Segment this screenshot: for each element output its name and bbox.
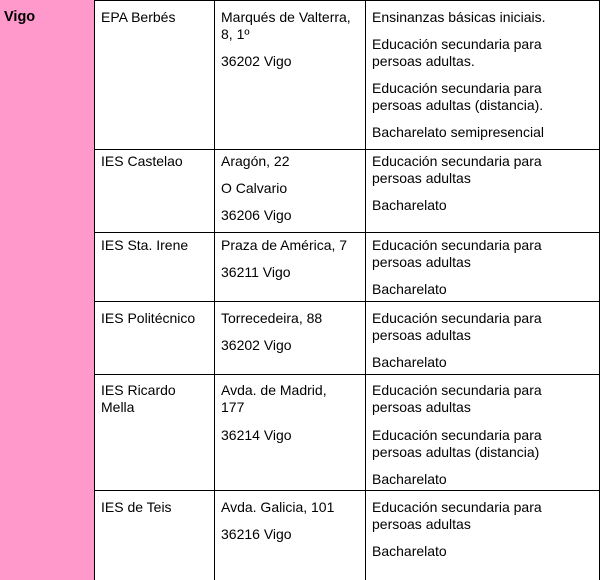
address-line: Avda. de Madrid, 177	[221, 382, 327, 415]
program-item: Educación secundaria para persoas adultas	[372, 310, 542, 343]
address-cell	[215, 233, 366, 301]
program-item: Educación secundaria para persoas adultas	[372, 499, 542, 532]
address-line: Praza de América, 7	[221, 237, 348, 253]
school-cell	[95, 150, 215, 232]
program-item: Bacharelato	[372, 471, 447, 487]
school-name: IES Sta. Irene	[101, 237, 189, 253]
school-cell	[95, 302, 215, 374]
address-line: 36202 Vigo	[221, 53, 292, 69]
address-cell	[215, 0, 366, 149]
address-cell	[215, 302, 366, 374]
table-row	[95, 149, 600, 232]
school-cell	[95, 233, 215, 301]
city-cell	[0, 0, 95, 580]
address-line: 36206 Vigo	[221, 207, 292, 223]
program-item: Ensinanzas básicas iniciais.	[372, 9, 546, 25]
program-item: Bacharelato	[372, 354, 447, 370]
address-cell	[215, 491, 366, 580]
programs-cell	[366, 491, 600, 580]
address-line: Torrecedeira, 88	[221, 310, 323, 326]
address-line: Avda. Galicia, 101	[221, 499, 335, 515]
table-row	[95, 232, 600, 301]
school-name: IES Castelao	[101, 153, 183, 169]
address-line: O Calvario	[221, 180, 288, 196]
program-item: Educación secundaria para persoas adultas	[372, 237, 542, 270]
school-cell	[95, 491, 215, 580]
program-item: Bacharelato	[372, 543, 447, 559]
address-line: 36202 Vigo	[221, 337, 292, 353]
programs-cell	[366, 0, 600, 149]
program-item: Educación secundaria para persoas adultas	[372, 382, 542, 415]
table-row	[95, 0, 600, 149]
table-row	[95, 374, 600, 490]
address-cell	[215, 150, 366, 232]
school-name: IES de Teis	[101, 499, 172, 515]
city-label: Vigo	[4, 9, 36, 25]
address-line: 36211 Vigo	[221, 264, 291, 280]
school-name: EPA Berbés	[101, 9, 176, 25]
table-row	[95, 490, 600, 580]
table-row	[95, 301, 600, 374]
program-item: Bacharelato	[372, 197, 447, 213]
school-cell	[95, 375, 215, 490]
school-name: IES Politécnico	[101, 310, 196, 326]
address-line: Marqués de Valterra, 8, 1º	[221, 9, 351, 42]
program-item: Educación secundaria para persoas adultas.	[372, 36, 542, 69]
program-item: Educación secundaria para persoas adultas	[372, 153, 542, 186]
program-item: Bacharelato	[372, 281, 447, 297]
address-line: Aragón, 22	[221, 153, 290, 169]
program-item: Educación secundaria para persoas adultas (distancia)	[372, 427, 542, 460]
programs-cell	[366, 233, 600, 301]
program-item: Bacharelato semipresencial	[372, 124, 544, 140]
school-name: IES Ricardo Mella	[101, 382, 176, 415]
address-cell	[215, 375, 366, 490]
address-line: 36214 Vigo	[221, 427, 292, 443]
programs-cell	[366, 150, 600, 232]
program-item: Educación secundaria para persoas adultas (distancia).	[372, 80, 544, 113]
school-cell	[95, 0, 215, 149]
programs-cell	[366, 375, 600, 490]
programs-cell	[366, 302, 600, 374]
address-line: 36216 Vigo	[221, 526, 292, 542]
